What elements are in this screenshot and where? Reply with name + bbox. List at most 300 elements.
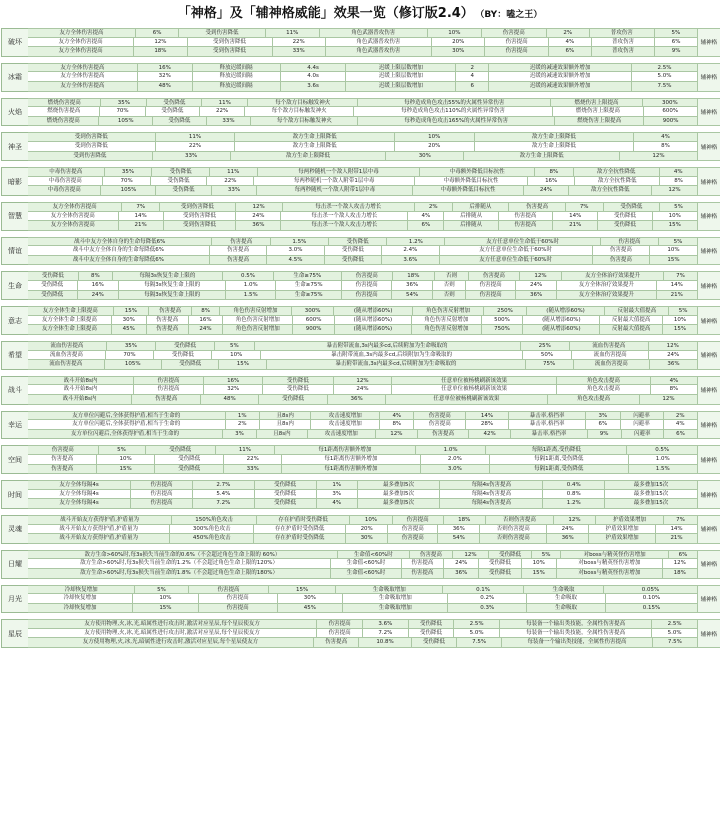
table-cell: 12%: [640, 395, 698, 405]
table-cell: 32%: [138, 72, 193, 82]
table-cell: 4.4s: [281, 63, 347, 73]
section-tag: 辅神格: [698, 515, 720, 544]
table-row: [28, 38, 698, 48]
table-cell: 4%: [634, 132, 698, 142]
table-cell: 300%角色攻击: [170, 525, 254, 535]
table-cell: 否则: [435, 271, 469, 281]
table-row: [28, 107, 698, 117]
table-cell: 2.5%: [454, 619, 500, 629]
table-cell: 14%: [119, 212, 164, 222]
table-cell: 受伤降低: [263, 376, 334, 386]
table-cell: 角色攻击提高: [557, 385, 651, 395]
table-cell: 闪避率: [621, 411, 664, 421]
table-row: [28, 445, 698, 455]
table-cell: 11%: [156, 132, 236, 142]
table-cell: 每秒造成角色攻击55%的火属性异常伤害: [358, 98, 551, 108]
table-cell: 3%: [317, 490, 358, 500]
section-rows: [28, 376, 698, 405]
table-cell: 后排随从: [444, 212, 498, 222]
table-cell: 10%: [653, 212, 698, 222]
table-cell: 最多叠加15次: [605, 480, 698, 490]
table-cell: 受伤降低: [146, 445, 217, 455]
table-cell: 每1距离伤害额外增加: [282, 455, 421, 465]
table-cell: 7.2%: [363, 629, 409, 639]
table-cell: 友方全体伤害提高: [28, 82, 138, 92]
table-cell: 5.0%: [652, 629, 698, 639]
table-cell: 迟缓上限层数增加: [346, 82, 456, 92]
table-cell: 伤害提高: [469, 271, 520, 281]
table-cell: 1.0%: [226, 281, 276, 291]
table-cell: 伤害提高: [414, 411, 466, 421]
table-cell: 15%: [133, 604, 199, 614]
table-cell: 伤害提高: [485, 47, 549, 57]
table-cell: 中毒伤害提高: [28, 167, 105, 177]
section-rows: [28, 28, 698, 57]
table-cell: 护盾效果增加: [596, 515, 664, 525]
table-cell: 伤害提高: [199, 604, 278, 614]
table-cell: 150%角色攻击: [172, 515, 257, 525]
table-cell: 友方单位闪避后,全体获得护盾,相当于生命的: [28, 420, 226, 430]
table-cell: 16%: [204, 376, 263, 386]
table-cell: 受伤降低: [255, 499, 317, 509]
table-cell: 每隔4s伤害提高: [440, 490, 543, 500]
table-cell: 燃烧伤害上限提高: [551, 98, 643, 108]
section-14: [1, 515, 719, 544]
section-name: 希望: [1, 341, 28, 370]
table-cell: 0.1%: [443, 585, 523, 595]
table-cell: 释放迟缓间隔: [193, 82, 281, 92]
table-cell: 护盾效果增加: [589, 534, 656, 544]
table-cell: 伤害提高: [410, 550, 453, 560]
table-cell: 18%: [134, 47, 187, 57]
section-rows: [28, 515, 698, 544]
table-cell: 受伤降低: [154, 351, 212, 361]
table-cell: 流血伤害提高: [28, 351, 106, 361]
table-cell: 45%: [278, 604, 344, 614]
table-cell: 生命值<60%时: [331, 569, 402, 579]
table-cell: 反射最大值提高: [605, 306, 669, 316]
table-cell: 500%: [482, 316, 524, 326]
table-cell: 1.0%: [629, 455, 698, 465]
table-row: [28, 594, 698, 604]
table-cell: 0.15%: [606, 604, 698, 614]
table-row: [28, 237, 698, 247]
table-cell: 伤害提高: [393, 515, 444, 525]
table-cell: 75%: [526, 360, 574, 370]
table-row: [28, 638, 698, 648]
table-cell: 战斗开始8s内: [28, 395, 132, 405]
table-cell: 每秒造成角色攻击110%的火属性异常伤害: [354, 107, 553, 117]
section-rows: [28, 202, 698, 231]
table-cell: 角色武器普攻伤害: [326, 38, 432, 48]
table-cell: 48%: [138, 82, 193, 92]
table-cell: 伤害提高: [210, 256, 267, 266]
table-cell: 受伤降低: [146, 107, 200, 117]
section-tag: 辅神格: [698, 63, 720, 92]
table-cell: 角色伤害反射增加: [412, 325, 482, 335]
table-cell: 且8s内: [260, 420, 312, 430]
table-cell: 受伤降低: [156, 186, 211, 196]
table-cell: 22%: [273, 38, 326, 48]
table-cell: 每两秒随机一个敌人附带1层中毒: [258, 167, 421, 177]
table-cell: 角色伤害反射增加: [223, 325, 293, 335]
table-cell: 护盾效果增加: [589, 525, 656, 535]
table-row: [28, 132, 698, 142]
table-cell: 6%: [549, 47, 592, 57]
table-cell: 30%: [346, 534, 388, 544]
table-cell: 角色攻击提高: [557, 376, 651, 386]
table-cell: 3.0%: [267, 246, 324, 256]
table-cell: 8%: [651, 385, 698, 395]
table-row: [28, 72, 698, 82]
table-cell: 受伤降低: [263, 385, 334, 395]
table-cell: 伤害提高: [509, 202, 566, 212]
table-cell: 战斗开始8s内: [28, 376, 134, 386]
table-cell: 10%: [522, 559, 557, 569]
table-cell: 5.4%: [193, 490, 255, 500]
table-cell: 12%: [620, 152, 698, 162]
table-cell: 受伤降低: [162, 360, 219, 370]
table-cell: 流血伤害提高: [570, 341, 649, 351]
section-tag: 辅神格: [698, 341, 720, 370]
table-cell: 友方任意单位生命低于60%时: [440, 246, 593, 256]
table-cell: 受伤降低: [489, 550, 532, 560]
table-row: [28, 629, 698, 639]
table-cell: 受到伤害降低: [164, 212, 236, 222]
table-cell: 受到伤害降低: [188, 38, 273, 48]
table-cell: 伤害提高: [131, 480, 193, 490]
table-cell: 105%: [105, 360, 162, 370]
table-cell: 35%: [105, 167, 153, 177]
table-cell: 42%: [469, 430, 511, 440]
section-tag: 辅神格: [698, 98, 720, 127]
table-cell: 5%: [659, 237, 698, 247]
table-cell: 且8s内: [257, 430, 308, 440]
table-cell: 11%: [202, 98, 248, 108]
table-cell: 48%: [201, 395, 259, 405]
section-name: 意志: [1, 306, 28, 335]
table-cell: 900%: [293, 325, 335, 335]
table-cell: 受伤降低: [409, 629, 455, 639]
table-row: [28, 360, 698, 370]
table-cell: 12%: [134, 38, 187, 48]
table-cell: 1%: [317, 480, 358, 490]
table-row: [28, 395, 698, 405]
table-cell: 5%: [660, 202, 698, 212]
table-cell: 暴击附带流血,3s内最多cd,后续附加为生命吸取的: [261, 351, 523, 361]
table-cell: 受伤降低: [409, 619, 455, 629]
table-row: [28, 569, 698, 579]
table-cell: 4%: [408, 212, 444, 222]
table-row: [28, 142, 698, 152]
table-cell: 中毒额外降低目标抗性: [413, 186, 523, 196]
table-cell: 0.8%: [543, 490, 605, 500]
table-cell: 攻击速度增加: [311, 420, 380, 430]
section-tag: 辅神格: [698, 550, 720, 579]
table-cell: 受到伤害降低: [28, 132, 156, 142]
table-cell: 30%: [386, 152, 464, 162]
table-cell: 燃烧伤害提高: [28, 117, 99, 127]
table-row: [28, 604, 698, 614]
table-cell: 8%: [634, 142, 698, 152]
table-cell: 暴击附带流血,3s内最多cd,后续附加为生命吸取的: [267, 360, 525, 370]
section-17: [1, 619, 719, 648]
section-rows: [28, 63, 698, 92]
table-row: [28, 186, 698, 196]
table-cell: 20%: [395, 142, 475, 152]
table-cell: 伤害提高: [134, 376, 205, 386]
table-cell: 且8s内: [260, 411, 312, 421]
table-cell: 24%: [516, 281, 557, 291]
table-cell: 角色伤害反射增加: [413, 306, 484, 316]
table-cell: 10%: [97, 455, 155, 465]
table-cell: 15%: [269, 585, 336, 595]
section-rows: [28, 480, 698, 509]
table-cell: 33%: [207, 117, 252, 127]
table-cell: 受伤降低: [255, 490, 317, 500]
section-rows: [28, 550, 698, 579]
table-cell: 2.5%: [652, 619, 698, 629]
section-name: 时间: [1, 480, 28, 509]
table-cell: 每1距离伤害额外增加: [282, 465, 421, 475]
table-cell: 冷却恢复增加: [28, 594, 133, 604]
table-cell: 伤害提高: [147, 325, 189, 335]
table-row: [28, 465, 698, 475]
section-name: 生命: [1, 271, 28, 300]
table-cell: 0.5%: [223, 271, 274, 281]
table-cell: 30%: [432, 47, 485, 57]
table-cell: 2%: [664, 411, 698, 421]
table-cell: 受伤降低: [156, 341, 215, 351]
table-cell: 中毒伤害提高: [28, 177, 103, 187]
table-row: [28, 376, 698, 386]
table-cell: 流血伤害提高: [574, 360, 651, 370]
table-cell: 1.5%: [629, 465, 698, 475]
table-cell: 释放迟缓间隔: [193, 63, 281, 73]
table-cell: 角色伤害反射增加: [223, 316, 293, 326]
table-cell: 生命吸取增加: [343, 594, 448, 604]
table-cell: 70%: [106, 351, 155, 361]
table-cell: 24%: [189, 325, 224, 335]
table-cell: 友方全体伤害提高: [28, 47, 134, 57]
section-10: [1, 376, 719, 405]
table-cell: 燃烧伤害上限提高: [553, 107, 644, 117]
section-name: 神圣: [1, 132, 28, 161]
table-cell: 暴击率,格挡率: [509, 420, 586, 430]
table-cell: 16%: [138, 63, 193, 73]
title-text: 「神格」及「辅神格威能」效果一览（修订版2.4）: [177, 6, 474, 21]
table-cell: (随从增添60%): [527, 306, 605, 316]
table-cell: 受到伤害降低: [164, 221, 236, 231]
table-row: [28, 291, 698, 301]
table-cell: 18%: [393, 271, 435, 281]
table-cell: 15%: [663, 325, 698, 335]
table-cell: 每隔4s伤害提高: [440, 499, 543, 509]
table-cell: 每个敌方目标触发神火: [248, 98, 358, 108]
section-7: [1, 271, 719, 300]
table-cell: 生命吸取增加: [336, 585, 443, 595]
section-rows: [28, 98, 698, 127]
table-cell: 伤害提高: [131, 499, 193, 509]
table-cell: 角色攻击提高: [548, 395, 640, 405]
table-cell: 受伤降低: [155, 455, 224, 465]
section-name: 冰霜: [1, 63, 28, 92]
section-rows: [28, 237, 698, 266]
table-cell: 20%: [346, 525, 388, 535]
table-cell: 36%: [547, 534, 589, 544]
table-cell: 流血伤害提高: [28, 341, 107, 351]
table-cell: 存在护盾时受伤降低: [254, 525, 346, 535]
table-cell: 任意单位被杨桃刷新该效果: [392, 376, 557, 386]
table-cell: 7.5%: [653, 638, 698, 648]
table-cell: 3.6%: [363, 619, 409, 629]
table-row: [28, 325, 698, 335]
table-cell: 受伤降低: [255, 480, 317, 490]
table-cell: 12%: [453, 550, 489, 560]
table-row: [28, 499, 698, 509]
table-cell: 36%: [516, 291, 557, 301]
section-tag: 辅神格: [698, 619, 720, 648]
table-row: [28, 221, 698, 231]
table-row: [28, 63, 698, 73]
table-cell: 伤害提高: [482, 28, 547, 38]
table-cell: 每个敌方目标触发神火: [251, 117, 358, 127]
table-cell: 伤害提高: [388, 534, 438, 544]
table-cell: 最多叠加5次: [358, 480, 440, 490]
table-cell: 750%: [482, 325, 524, 335]
table-cell: 14%: [656, 525, 698, 535]
table-cell: 4%: [317, 499, 358, 509]
table-cell: 伤害提高: [466, 291, 516, 301]
table-cell: (随从增添60%): [334, 306, 412, 316]
table-cell: 生命吸取: [524, 585, 604, 595]
table-cell: 伤害提高: [28, 465, 97, 475]
table-cell: 燃烧伤害提高: [28, 107, 100, 117]
table-cell: 600%: [293, 316, 335, 326]
table-cell: 6%: [669, 550, 698, 560]
table-cell: 5%: [135, 585, 189, 595]
table-cell: 450%角色攻击: [170, 534, 254, 544]
table-cell: 受伤降低: [325, 256, 382, 266]
table-cell: 20%: [432, 38, 485, 48]
table-cell: 燃烧伤害提高: [28, 98, 101, 108]
table-cell: 友方全体每隔4s: [28, 499, 131, 509]
table-cell: 角色伤害反射增加: [220, 306, 291, 316]
table-row: [28, 202, 698, 212]
table-cell: 普攻伤害: [592, 38, 656, 48]
table-cell: 敌方全抗性降低: [575, 177, 660, 187]
table-cell: 8%: [380, 420, 414, 430]
table-cell: 受伤降低: [28, 271, 79, 281]
section-tag: 辅神格: [698, 28, 720, 57]
table-cell: 战斗开始友方获得护盾,护盾量为: [28, 525, 170, 535]
table-row: [28, 271, 698, 281]
table-cell: 受伤降低: [259, 395, 328, 405]
table-cell: 4.0s: [281, 72, 347, 82]
section-name: 灵魂: [1, 515, 28, 544]
section-9: [1, 341, 719, 370]
table-cell: 600%: [644, 107, 698, 117]
table-cell: 36%: [236, 221, 281, 231]
section-5: [1, 202, 719, 231]
table-cell: 闪避率: [622, 430, 664, 440]
table-cell: 3%: [586, 411, 620, 421]
table-cell: 反射最大值提高: [600, 325, 663, 335]
table-cell: 每个敌方目标触发神火: [245, 107, 354, 117]
table-cell: 8%: [79, 271, 113, 281]
table-cell: 14%: [553, 212, 598, 222]
table-cell: 生命≥75%: [276, 291, 342, 301]
table-cell: 33%: [224, 465, 282, 475]
table-cell: 伤害提高: [499, 212, 553, 222]
section-16: [1, 585, 719, 614]
table-cell: 迟缓的减速效果额外增加: [489, 82, 632, 92]
table-row: [28, 550, 698, 560]
section-tag: 辅神格: [698, 237, 720, 266]
table-cell: 中毒伤害提高: [28, 186, 101, 196]
table-cell: 21%: [553, 221, 598, 231]
table-cell: 伤害提高: [199, 594, 278, 604]
table-cell: 300%: [292, 306, 335, 316]
table-cell: 敌方生命上限降低: [235, 142, 395, 152]
table-cell: 22%: [207, 177, 254, 187]
table-row: [28, 82, 698, 92]
table-cell: 敌方生命>60%时,每3s损失当前生命的0.6%（不会超过角色生命上限的 60%）: [28, 550, 338, 560]
table-cell: 友方全体生命上限提高: [28, 316, 112, 326]
table-cell: 伤害提高: [418, 430, 469, 440]
table-cell: 5%: [215, 341, 254, 351]
table-cell: 受伤降低: [153, 117, 207, 127]
table-cell: 友方全体伤害提高: [28, 221, 119, 231]
table-cell: 14%: [657, 281, 698, 291]
table-cell: 6%: [408, 221, 444, 231]
table-cell: 释放迟缓间隔: [193, 72, 281, 82]
table-cell: 敌方生命上限降低: [475, 142, 635, 152]
table-cell: 3.0%: [421, 465, 490, 475]
table-cell: 105%: [99, 117, 153, 127]
table-cell: 每隔1距离,受伤降低: [486, 445, 627, 455]
table-cell: 33%: [273, 47, 326, 57]
table-cell: 普攻伤害: [590, 28, 655, 38]
table-cell: 友方全体治疗效果提升: [562, 271, 664, 281]
table-cell: 11%: [210, 167, 258, 177]
table-cell: 7.5%: [457, 638, 502, 648]
table-cell: 33%: [153, 152, 231, 162]
section-rows: [28, 306, 698, 335]
table-cell: 冷却恢复增加: [28, 604, 133, 614]
table-cell: 24%: [334, 385, 393, 395]
table-cell: 闪避率: [621, 420, 664, 430]
table-cell: 3%: [223, 430, 257, 440]
table-cell: 流血伤害提高: [28, 360, 105, 370]
table-cell: 12%: [334, 376, 393, 386]
section-1: [1, 63, 719, 92]
table-cell: 攻击速度增加: [311, 411, 380, 421]
table-cell: 伤害提高: [314, 638, 359, 648]
section-name: 智慧: [1, 202, 28, 231]
table-cell: 受伤降低: [329, 237, 387, 247]
table-row: [28, 351, 698, 361]
section-tag: 辅神格: [698, 480, 720, 509]
table-cell: 6: [456, 82, 489, 92]
section-11: [1, 411, 719, 440]
table-cell: 每两秒随机一个敌人附带1层中毒: [257, 186, 413, 196]
table-cell: 24%: [444, 559, 479, 569]
table-cell: 伤害提高: [342, 291, 392, 301]
table-cell: 900%: [644, 117, 698, 127]
table-cell: 友方使用物理,火,冰,光,暗属性进行攻击时,激活对应星辰,每个星辰使友方: [28, 619, 317, 629]
table-cell: 4%: [549, 38, 592, 48]
